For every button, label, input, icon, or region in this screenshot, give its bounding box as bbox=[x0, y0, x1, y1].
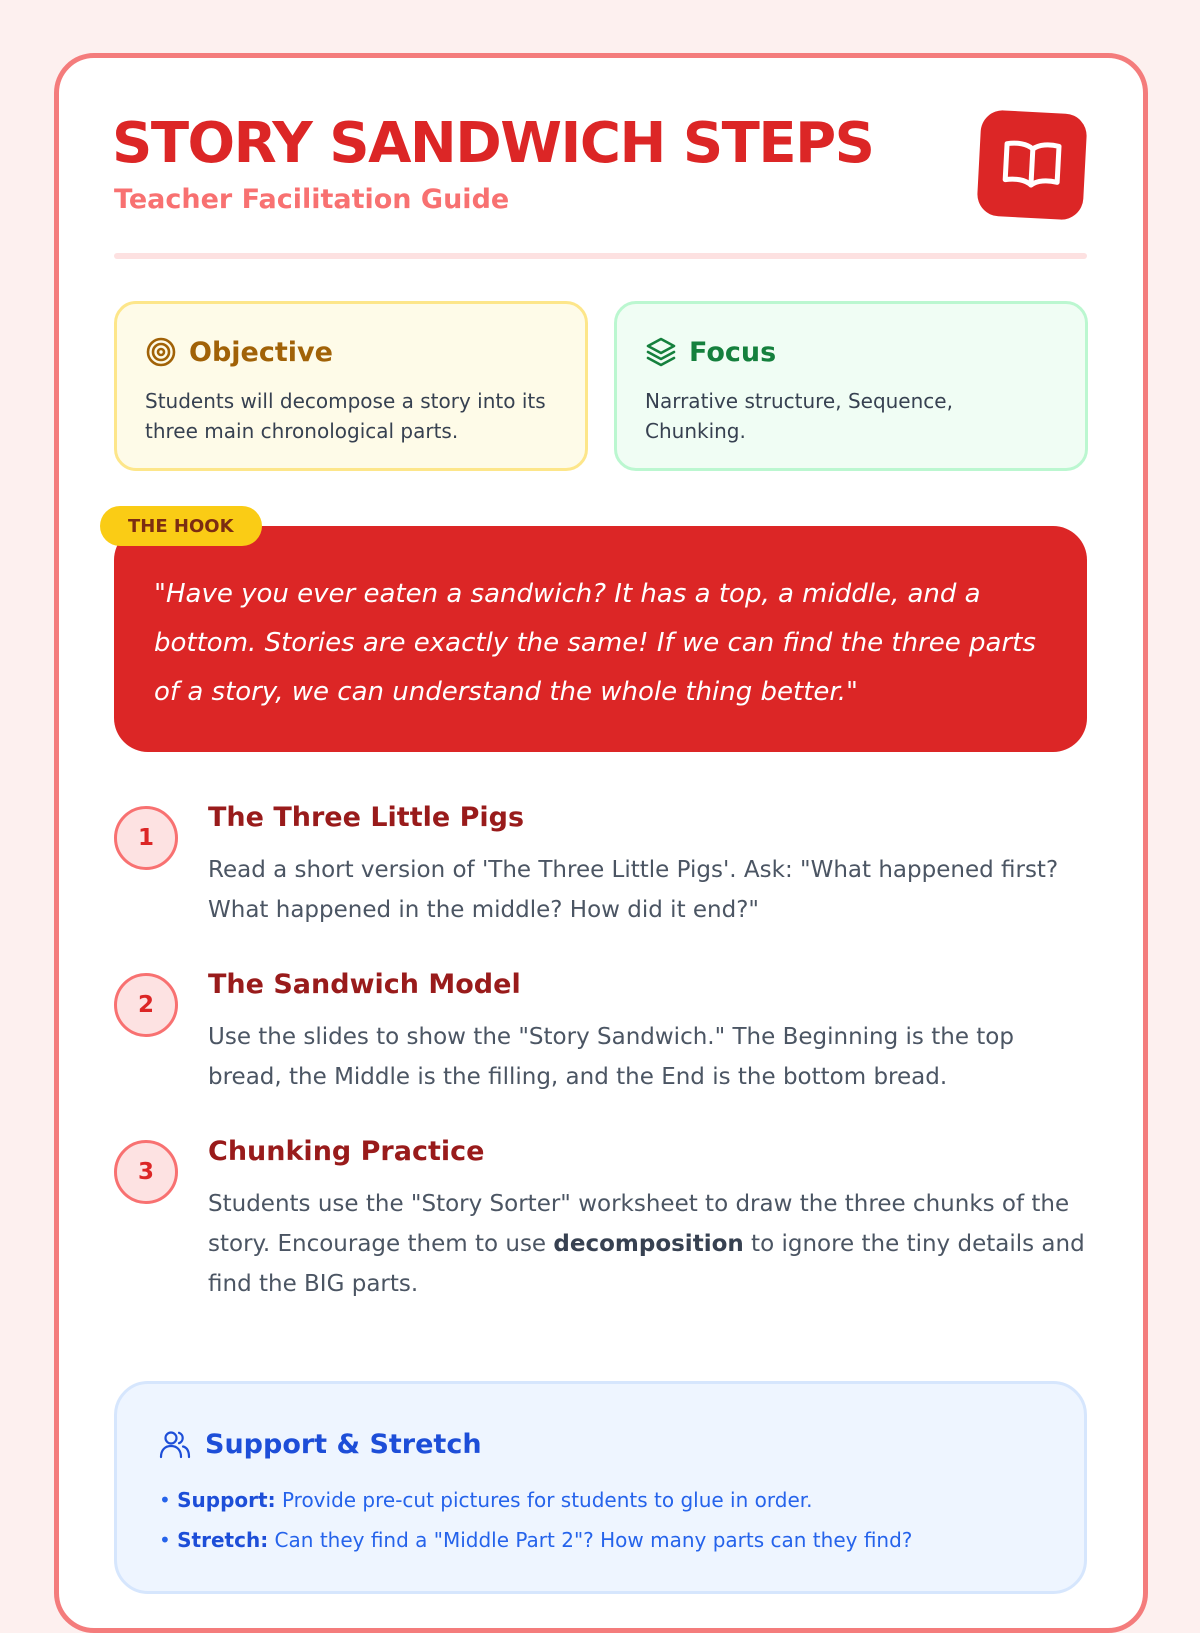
step-body-keyword: decomposition bbox=[553, 1231, 744, 1257]
hook-quote: "Have you ever eaten a sandwich? It has a top, a middle, and a bottom. Stories are exactly the same! If we can find the three parts of a story, we can understand the whole thing better." bbox=[154, 579, 1036, 707]
step-body-text: Students use the "Story Sorter" worksheet to draw the three chunks of the story. Encourage them to use bbox=[208, 1191, 1070, 1257]
logo-badge bbox=[976, 109, 1087, 220]
objective-text: Students will decompose a story into its three main chronological parts. bbox=[145, 389, 546, 443]
objective-box bbox=[114, 301, 588, 471]
objective-header bbox=[145, 332, 557, 372]
layers-icon bbox=[645, 336, 677, 368]
step-body bbox=[208, 1184, 1088, 1304]
step-title: The Three Little Pigs bbox=[208, 802, 525, 833]
list-item-text: Can they find a "Middle Part 2"? How many parts can they find? bbox=[268, 1528, 913, 1552]
step-title: Chunking Practice bbox=[208, 1136, 485, 1167]
list-item bbox=[159, 1480, 1042, 1520]
users-icon bbox=[159, 1428, 191, 1460]
focus-header bbox=[645, 332, 1057, 372]
hook-tag: THE HOOK bbox=[100, 506, 262, 546]
page-title: STORY SANDWICH STEPS bbox=[112, 111, 874, 176]
step-body-text: to ignore the tiny details and find the BIG parts. bbox=[208, 1231, 1085, 1297]
objective-label: Objective bbox=[189, 336, 333, 368]
step-body: Use the slides to show the "Story Sandwich." The Beginning is the top bread, the Middle is the filling, and the End is the bottom bread. bbox=[208, 1024, 1014, 1090]
step-number: 1 bbox=[114, 806, 178, 870]
list-item-label: Stretch: bbox=[177, 1528, 269, 1552]
list-item bbox=[159, 1520, 1042, 1560]
focus-label: Focus bbox=[689, 336, 777, 368]
header-divider bbox=[114, 253, 1087, 259]
step-number: 2 bbox=[114, 973, 178, 1037]
bullet: • bbox=[159, 1528, 171, 1552]
focus-text: Narrative structure, Sequence, Chunking. bbox=[645, 389, 953, 443]
hook-box bbox=[114, 526, 1087, 752]
step-number: 3 bbox=[114, 1140, 178, 1204]
support-box bbox=[114, 1381, 1087, 1594]
list-item-label: Support: bbox=[177, 1488, 276, 1512]
target-icon bbox=[145, 336, 177, 368]
bullet: • bbox=[159, 1488, 171, 1512]
step-body: Read a short version of 'The Three Little Pigs'. Ask: "What happened first? What happened in the middle? How did it end?" bbox=[208, 857, 1059, 923]
support-header bbox=[159, 1424, 1042, 1464]
step-title: The Sandwich Model bbox=[208, 969, 521, 1000]
book-open-icon bbox=[998, 133, 1065, 196]
support-list bbox=[159, 1480, 1042, 1560]
list-item-text: Provide pre-cut pictures for students to glue in order. bbox=[275, 1488, 813, 1512]
focus-box bbox=[614, 301, 1088, 471]
page-subtitle: Teacher Facilitation Guide bbox=[114, 184, 510, 215]
support-label: Support & Stretch bbox=[205, 1428, 482, 1460]
